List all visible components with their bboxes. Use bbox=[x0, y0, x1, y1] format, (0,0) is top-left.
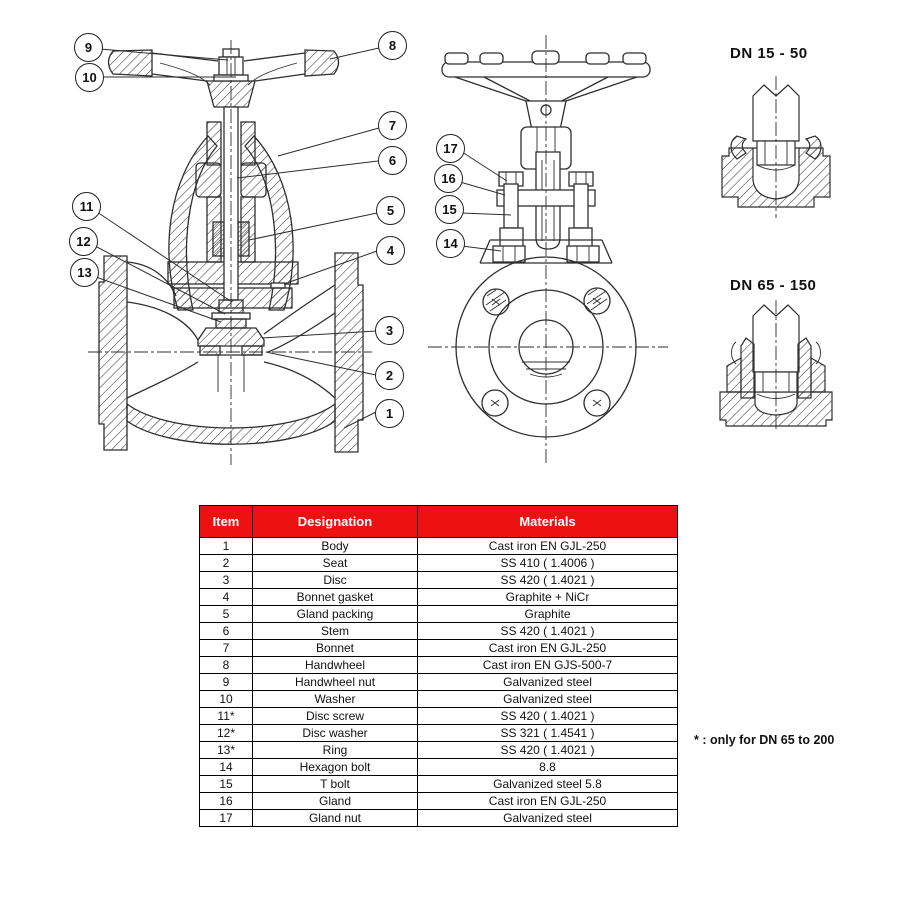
callout-8: 8 bbox=[378, 31, 407, 60]
designation-cell: Handwheel bbox=[253, 657, 418, 674]
designation-cell: Stem bbox=[253, 623, 418, 640]
callout-15: 15 bbox=[435, 195, 464, 224]
materials-cell: 8.8 bbox=[418, 759, 678, 776]
asterisk-footnote: * : only for DN 65 to 200 bbox=[694, 733, 835, 747]
designation-cell: Hexagon bolt bbox=[253, 759, 418, 776]
materials-cell: Galvanized steel bbox=[418, 674, 678, 691]
item-cell: 1 bbox=[200, 538, 253, 555]
item-cell: 8 bbox=[200, 657, 253, 674]
designation-cell: Seat bbox=[253, 555, 418, 572]
item-cell: 17 bbox=[200, 810, 253, 827]
designation-cell: Washer bbox=[253, 691, 418, 708]
table-row bbox=[200, 606, 678, 623]
table-row bbox=[200, 776, 678, 793]
materials-cell: SS 410 ( 1.4006 ) bbox=[418, 555, 678, 572]
table-row bbox=[200, 623, 678, 640]
callout-13: 13 bbox=[70, 258, 99, 287]
designation-cell: Disc washer bbox=[253, 725, 418, 742]
designation-cell: Gland nut bbox=[253, 810, 418, 827]
table-row bbox=[200, 725, 678, 742]
callout-4: 4 bbox=[376, 236, 405, 265]
callout-10: 10 bbox=[75, 63, 104, 92]
materials-cell: SS 321 ( 1.4541 ) bbox=[418, 725, 678, 742]
table-row bbox=[200, 555, 678, 572]
parts-table-header bbox=[200, 506, 678, 538]
materials-cell: Graphite + NiCr bbox=[418, 589, 678, 606]
table-row bbox=[200, 572, 678, 589]
materials-cell: Galvanized steel bbox=[418, 691, 678, 708]
item-cell: 6 bbox=[200, 623, 253, 640]
item-cell: 11* bbox=[200, 708, 253, 725]
table-row bbox=[200, 538, 678, 555]
callout-6: 6 bbox=[378, 146, 407, 175]
callout-14: 14 bbox=[436, 229, 465, 258]
parts-table bbox=[199, 505, 678, 827]
designation-cell: Bonnet bbox=[253, 640, 418, 657]
materials-cell: SS 420 ( 1.4021 ) bbox=[418, 623, 678, 640]
table-row bbox=[200, 793, 678, 810]
table-row bbox=[200, 589, 678, 606]
table-row bbox=[200, 742, 678, 759]
globe-valve-section-view bbox=[88, 40, 372, 465]
item-cell: 3 bbox=[200, 572, 253, 589]
item-cell: 16 bbox=[200, 793, 253, 810]
materials-cell: Graphite bbox=[418, 606, 678, 623]
table-row bbox=[200, 759, 678, 776]
materials-cell: Cast iron EN GJL-250 bbox=[418, 640, 678, 657]
globe-valve-side-view bbox=[428, 35, 668, 465]
detail-label-dn15-50: DN 15 - 50 bbox=[730, 45, 808, 62]
table-row bbox=[200, 708, 678, 725]
parts-table-body bbox=[200, 538, 678, 827]
materials-cell: SS 420 ( 1.4021 ) bbox=[418, 708, 678, 725]
designation-cell: Gland packing bbox=[253, 606, 418, 623]
callout-16: 16 bbox=[434, 164, 463, 193]
item-cell: 5 bbox=[200, 606, 253, 623]
stem-seat-detail-dn65-150 bbox=[720, 300, 832, 432]
callout-9: 9 bbox=[74, 33, 103, 62]
callout-11: 11 bbox=[72, 192, 101, 221]
callout-5: 5 bbox=[376, 196, 405, 225]
designation-cell: Gland bbox=[253, 793, 418, 810]
designation-cell: Disc bbox=[253, 572, 418, 589]
materials-cell: SS 420 ( 1.4021 ) bbox=[418, 742, 678, 759]
materials-cell: Cast iron EN GJS-500-7 bbox=[418, 657, 678, 674]
designation-cell: Ring bbox=[253, 742, 418, 759]
item-cell: 9 bbox=[200, 674, 253, 691]
materials-cell: SS 420 ( 1.4021 ) bbox=[418, 572, 678, 589]
item-cell: 15 bbox=[200, 776, 253, 793]
materials-cell: Cast iron EN GJL-250 bbox=[418, 538, 678, 555]
item-cell: 14 bbox=[200, 759, 253, 776]
callout-17: 17 bbox=[436, 134, 465, 163]
item-cell: 7 bbox=[200, 640, 253, 657]
header-row bbox=[200, 506, 678, 538]
item-cell: 12* bbox=[200, 725, 253, 742]
designation-cell: Handwheel nut bbox=[253, 674, 418, 691]
table-row bbox=[200, 691, 678, 708]
callout-3: 3 bbox=[375, 316, 404, 345]
table-row bbox=[200, 674, 678, 691]
designation-cell: Bonnet gasket bbox=[253, 589, 418, 606]
stem-seat-detail-dn15-50 bbox=[722, 76, 830, 218]
item-cell: 4 bbox=[200, 589, 253, 606]
designation-cell: Body bbox=[253, 538, 418, 555]
table-row bbox=[200, 810, 678, 827]
designation-cell: T bolt bbox=[253, 776, 418, 793]
table-row bbox=[200, 640, 678, 657]
callout-7: 7 bbox=[378, 111, 407, 140]
callout-2: 2 bbox=[375, 361, 404, 390]
detail-label-dn65-150: DN 65 - 150 bbox=[730, 277, 817, 294]
parts-table-container bbox=[199, 505, 677, 827]
designation-column-header: Designation bbox=[253, 506, 418, 538]
item-cell: 10 bbox=[200, 691, 253, 708]
item-cell: 13* bbox=[200, 742, 253, 759]
callout-1: 1 bbox=[375, 399, 404, 428]
item-column-header: Item bbox=[200, 506, 253, 538]
materials-column-header: Materials bbox=[418, 506, 678, 538]
item-cell: 2 bbox=[200, 555, 253, 572]
table-row bbox=[200, 657, 678, 674]
designation-cell: Disc screw bbox=[253, 708, 418, 725]
callout-12: 12 bbox=[69, 227, 98, 256]
materials-cell: Cast iron EN GJL-250 bbox=[418, 793, 678, 810]
materials-cell: Galvanized steel bbox=[418, 810, 678, 827]
materials-cell: Galvanized steel 5.8 bbox=[418, 776, 678, 793]
